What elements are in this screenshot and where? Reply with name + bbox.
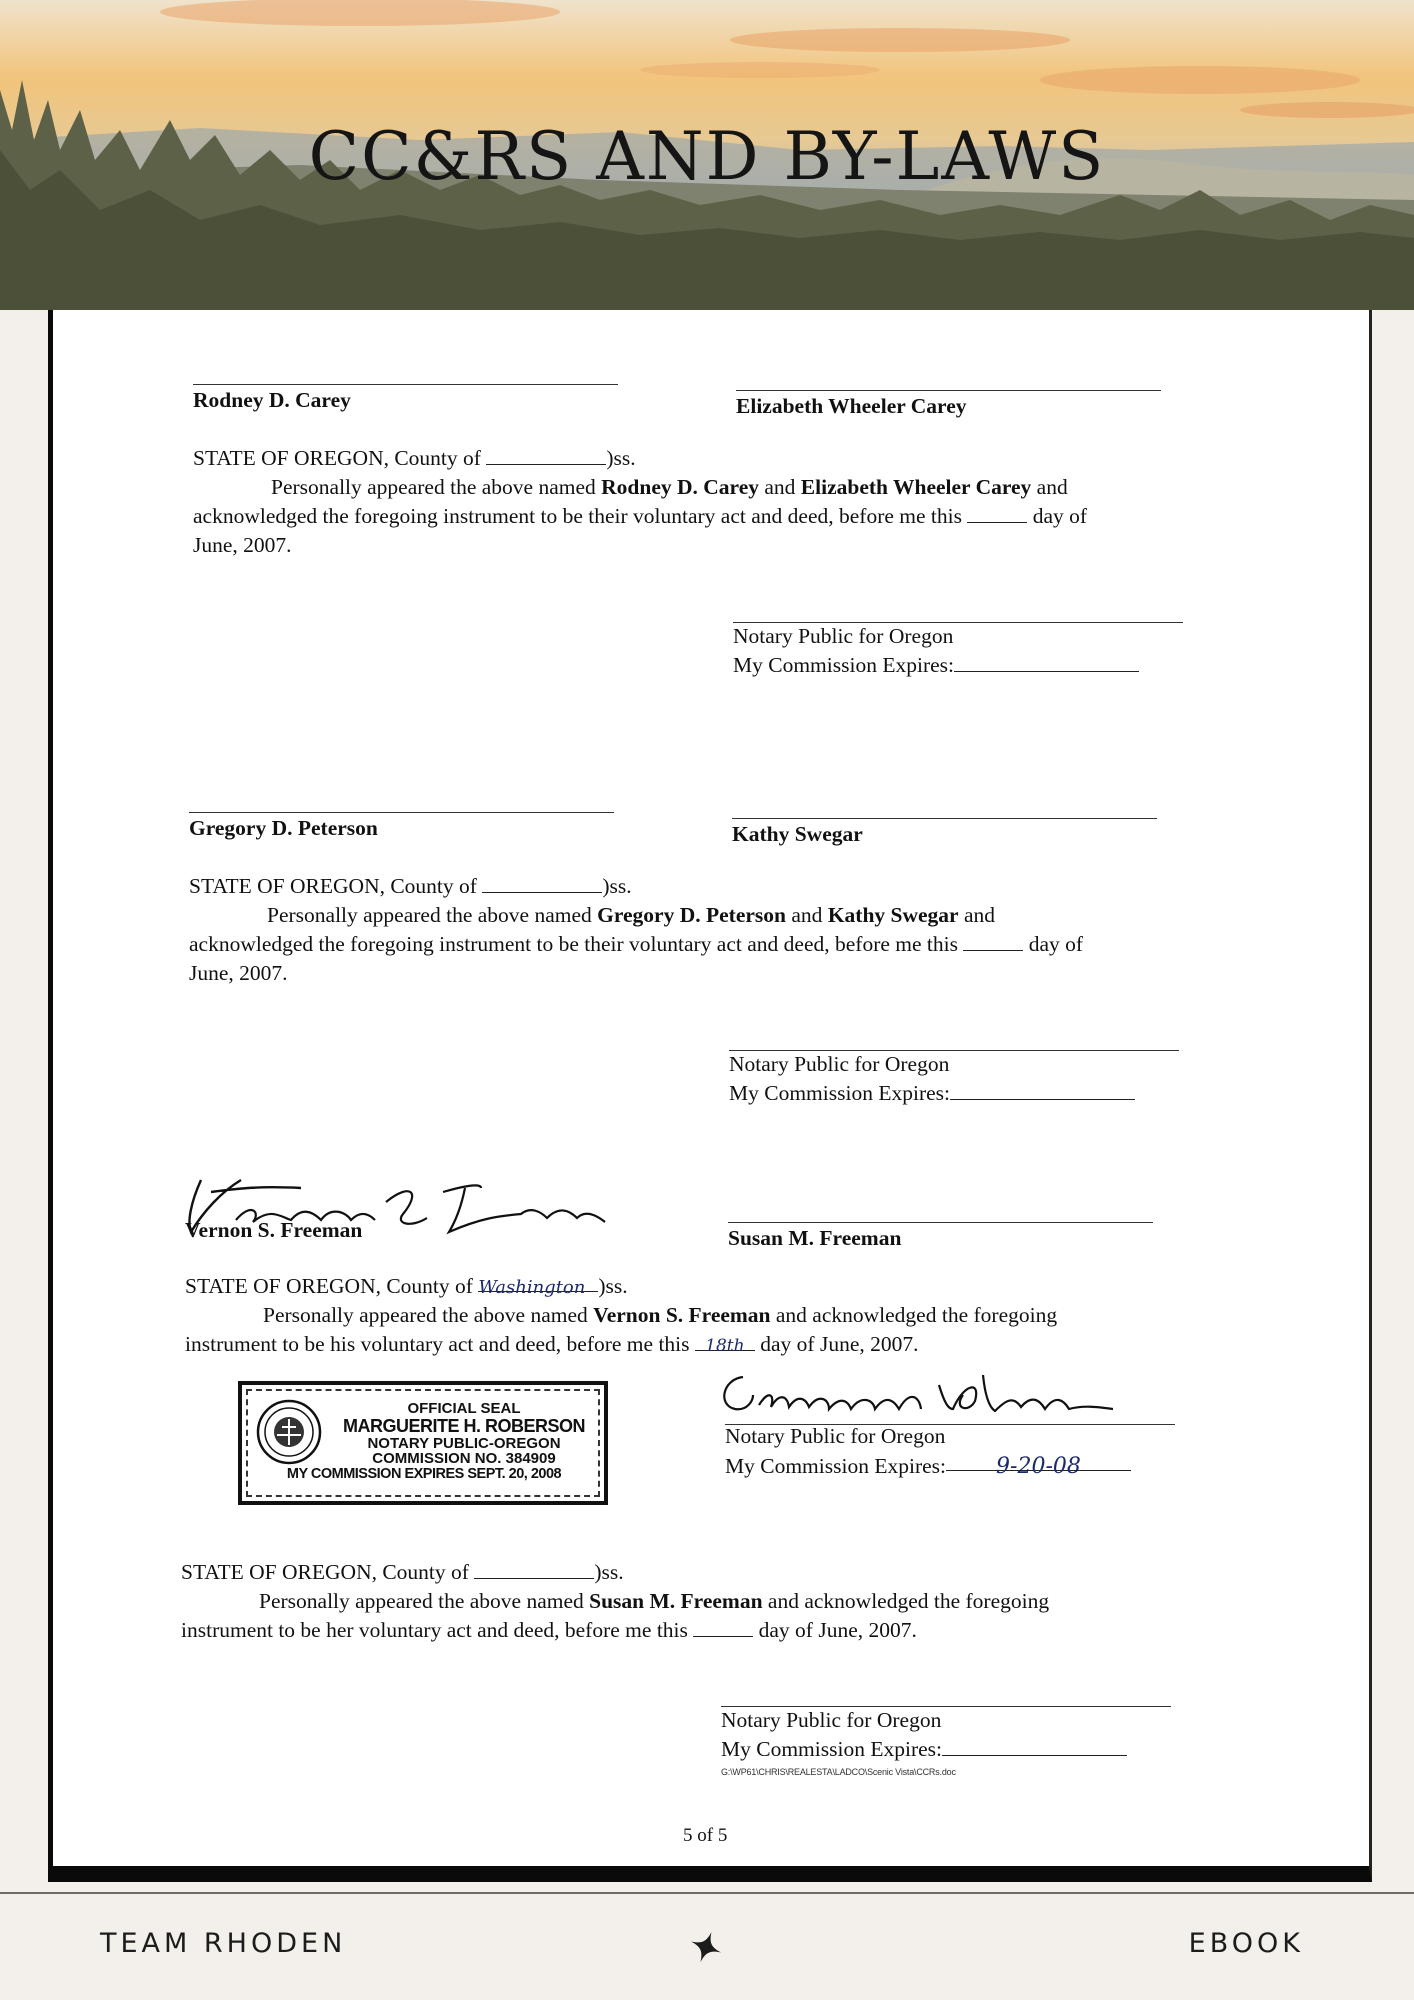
signature-line [193, 384, 618, 385]
page-title: CC&RS AND BY-LAWS [308, 118, 1106, 195]
signer-name: Gregory D. Peterson [189, 816, 378, 840]
header-banner [0, 0, 1414, 310]
notary-label: Notary Public for Oregon [733, 624, 954, 648]
scanned-document-page [48, 310, 1372, 1882]
commission-label: My Commission Expires: [733, 651, 1139, 680]
acknowledgment-paragraph: STATE OF OREGON, County of )ss. Personally appeared the above named Rodney D. Carey and Elizabeth Wheeler Carey and acknowledged the foregoing instrument to be their voluntary act and deed, before me this day of June, 2007. [193, 446, 1088, 557]
signature-line [732, 818, 1157, 819]
signer-name: Vernon S. Freeman [185, 1218, 363, 1242]
commission-label: My Commission Expires: [721, 1735, 1127, 1764]
seal-line: MARGUERITE H. ROBERSON [342, 1416, 585, 1436]
signature-line [736, 390, 1161, 391]
signature-line [728, 1222, 1153, 1223]
seal-line: OFFICIAL SEAL [407, 1400, 521, 1417]
official-notary-seal [238, 1381, 608, 1505]
signer-name: Kathy Swegar [732, 822, 863, 846]
footer-brand: TEAM RHODEN [100, 1928, 347, 1959]
acknowledgment-paragraph: STATE OF OREGON, County of Washington )ss. Personally appeared the above named Vernon S. Freeman and acknowledged the foregoing instrument to be his voluntary act and deed, before me this 18th day of June, 2007. [185, 1274, 1058, 1356]
signer-name: Rodney D. Carey [193, 388, 351, 412]
seal-line: NOTARY PUBLIC-OREGON [367, 1435, 561, 1452]
page-number: 5 of 5 [683, 1825, 728, 1846]
commission-label: My Commission Expires: [729, 1079, 1135, 1108]
footer-divider [0, 1892, 1414, 1894]
file-path-text: G:\WP61\CHRIS\REALESTA\LADCO\Scenic Vista\CCRs.doc [721, 1767, 956, 1777]
seal-line: MY COMMISSION EXPIRES SEPT. 20, 2008 [286, 1466, 562, 1482]
signature-line [189, 812, 614, 813]
notary-label: Notary Public for Oregon [721, 1708, 942, 1732]
oregon-state-seal-icon [256, 1399, 322, 1465]
notary-label: Notary Public for Oregon [725, 1424, 946, 1448]
acknowledgment-paragraph: STATE OF OREGON, County of )ss. Personally appeared the above named Gregory D. Peterson and Kathy Swegar and acknowledged the foregoing instrument to be their voluntary act and deed, before me this day of June, 2007. [189, 874, 1084, 985]
seal-line: COMMISSION NO. 384909 [372, 1450, 556, 1467]
signer-name: Elizabeth Wheeler Carey [736, 394, 967, 418]
acknowledgment-paragraph: STATE OF OREGON, County of )ss. Personally appeared the above named Susan M. Freeman and acknowledged the foregoing instrument to be her voluntary act and deed, before me this day of June, 2007. [181, 1560, 1050, 1642]
signer-name: Susan M. Freeman [728, 1226, 902, 1250]
footer-label: EBOOK [1188, 1928, 1304, 1959]
four-point-star-icon [689, 1930, 723, 1964]
notary-handwritten-signature [713, 1365, 1113, 1425]
notary-label: Notary Public for Oregon [729, 1052, 950, 1076]
commission-label: My Commission Expires: 9-20-08 [725, 1452, 1131, 1481]
